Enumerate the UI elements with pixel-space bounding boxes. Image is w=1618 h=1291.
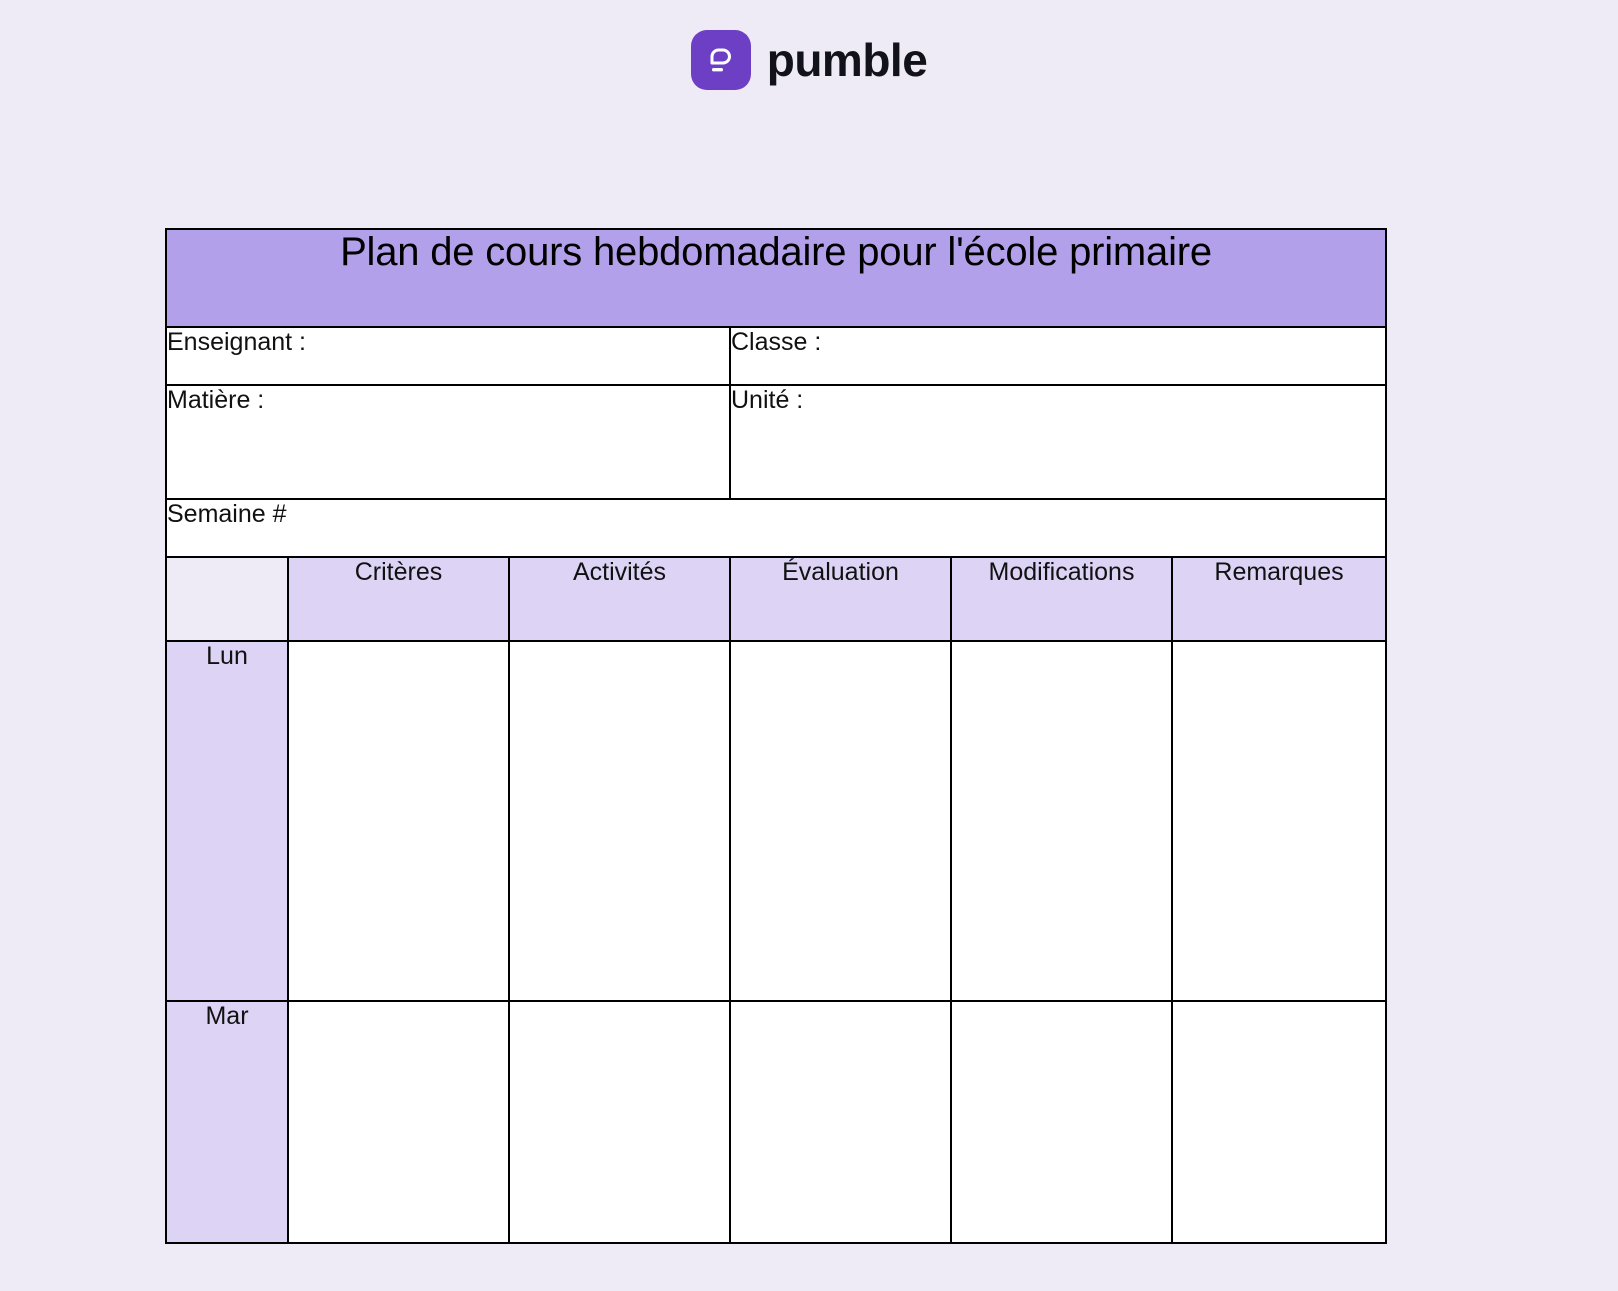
cell-lun-modifications[interactable]	[951, 641, 1172, 1001]
cell-lun-criteres[interactable]	[288, 641, 509, 1001]
field-row-teacher	[166, 327, 1386, 385]
field-semaine[interactable]: Semaine #	[166, 499, 1386, 557]
cell-mar-remarques[interactable]	[1172, 1001, 1386, 1243]
cell-mar-activites[interactable]	[509, 1001, 730, 1243]
table-row	[166, 1001, 1386, 1243]
column-header-row	[166, 557, 1386, 641]
cell-mar-criteres[interactable]	[288, 1001, 509, 1243]
column-header-criteres: Critères	[288, 557, 509, 641]
field-classe[interactable]: Classe :	[730, 327, 1386, 385]
cell-lun-remarques[interactable]	[1172, 641, 1386, 1001]
day-label-mar: Mar	[166, 1001, 288, 1243]
lesson-plan-sheet	[165, 228, 1385, 1244]
cell-lun-evaluation[interactable]	[730, 641, 951, 1001]
brand-header	[0, 0, 1618, 86]
field-enseignant[interactable]: Enseignant :	[166, 327, 730, 385]
pumble-speech-bubble-icon	[691, 30, 751, 90]
brand-wordmark: pumble	[766, 34, 928, 86]
column-header-evaluation: Évaluation	[730, 557, 951, 641]
column-header-corner	[166, 557, 288, 641]
cell-mar-modifications[interactable]	[951, 1001, 1172, 1243]
column-header-activites: Activités	[509, 557, 730, 641]
cell-mar-evaluation[interactable]	[730, 1001, 951, 1243]
field-unite[interactable]: Unité :	[730, 385, 1386, 499]
page-title: Plan de cours hebdomadaire pour l'école primaire	[166, 229, 1386, 327]
column-header-remarques: Remarques	[1172, 557, 1386, 641]
week-row	[166, 499, 1386, 557]
field-row-subject	[166, 385, 1386, 499]
table-row	[166, 641, 1386, 1001]
column-header-modifications: Modifications	[951, 557, 1172, 641]
lesson-plan-table	[165, 228, 1387, 1244]
cell-lun-activites[interactable]	[509, 641, 730, 1001]
field-matiere[interactable]: Matière :	[166, 385, 730, 499]
title-row	[166, 229, 1386, 327]
day-label-lun: Lun	[166, 641, 288, 1001]
